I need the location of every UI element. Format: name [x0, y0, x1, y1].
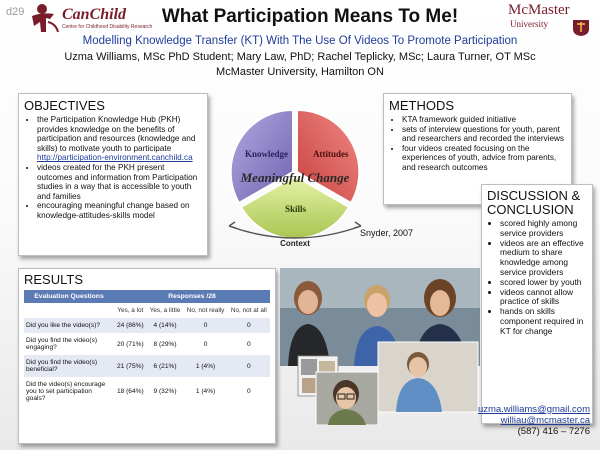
value-cell: 0 — [246, 388, 251, 395]
mcmaster-crest-icon — [572, 19, 590, 37]
table-row — [24, 333, 270, 355]
col-responses-header: Responses /28 — [114, 290, 270, 303]
discussion-item: • hands on skills component required in KT for change — [500, 307, 587, 336]
value-cell: 1 (4%) — [195, 388, 216, 395]
sub-header: No, not at all — [230, 307, 267, 314]
objectives-item — [37, 115, 202, 163]
skills-label: Skills — [285, 204, 307, 214]
sub-header: No, not really — [186, 307, 225, 314]
discussion-heading: DISCUSSION & CONCLUSION — [487, 188, 581, 217]
authors: Uzma Williams, MSc PhD Student; Mary Law, PhD; Rachel Teplicky, MSc; Laura Turner, OT MSc — [64, 51, 536, 63]
table-row — [24, 355, 270, 377]
objectives-item-1-text: the Participation Knowledge Hub (PKH) provides knowledge on the benefits of participation and resources (knowledge and skills) to motivate youth to participate — [37, 115, 196, 153]
objectives-heading: OBJECTIVES — [24, 98, 105, 113]
sub-header: Yes, a lot — [117, 307, 144, 314]
discussion-item: • videos are an effective medium to share knowledge among service providers — [500, 239, 587, 278]
canchild-logo — [28, 2, 156, 36]
value-cell: 21 (75%) — [114, 355, 147, 377]
value-cell: 8 (29%) — [153, 340, 177, 348]
phone-number: (587) 416 – 7276 — [517, 426, 590, 437]
value-cell: 0 — [246, 340, 251, 348]
video-stills-collage — [280, 268, 480, 425]
results-heading: RESULTS — [24, 272, 83, 287]
knowledge-label: Knowledge — [245, 149, 289, 159]
question-cell: Did you find the video(s) beneficial? — [24, 355, 114, 377]
canchild-brand: CanChild — [62, 6, 127, 23]
objectives-item: • encouraging meaningful change based on knowledge-attitudes-skills model — [37, 201, 202, 220]
sub-header: Yes, a little — [149, 307, 181, 314]
mcmaster-university: University — [510, 19, 548, 29]
kas-diagram — [215, 100, 375, 250]
results-table — [24, 290, 270, 406]
table-row — [24, 377, 270, 406]
question-cell: Did the video(s) encourage you to set participation goals? — [26, 381, 106, 402]
value-cell: 18 (64%) — [116, 388, 144, 395]
methods-item: • sets of interview questions for youth, parent and researchers and recorded the interviews — [402, 125, 566, 144]
attitudes-label: Attitudes — [313, 149, 349, 159]
contact-block — [420, 404, 590, 437]
col-question-header: Evaluation Questions — [24, 290, 114, 303]
value-cell: 9 (32%) — [153, 388, 177, 395]
objectives-item: • videos created for the PKH present outcomes and information from Participation studies in a way that is accessible to youth and families — [37, 163, 202, 201]
value-cell: 1 (4%) — [183, 355, 227, 377]
value-cell: 0 — [203, 340, 208, 348]
methods-item: • four videos created focusing on the experiences of youth, advice from parents, and research outcomes — [402, 144, 566, 173]
email-link-2[interactable]: williau@mcmaster.ca — [500, 415, 590, 426]
objectives-box — [18, 93, 208, 256]
value-cell: 0 — [228, 318, 270, 333]
results-box — [18, 268, 276, 444]
value-cell: 24 (86%) — [114, 318, 147, 333]
value-cell: 4 (14%) — [147, 318, 184, 333]
subtitle: Modelling Knowledge Transfer (KT) With The Use Of Videos To Promote Participation — [82, 35, 518, 47]
mcmaster-logo — [508, 2, 596, 36]
pkh-link[interactable]: http://participation-environment.canchild.ca — [37, 153, 193, 163]
page-title: What Participation Means To Me! — [161, 6, 459, 27]
question-cell: Did you find the video(s) engaging? — [26, 337, 98, 351]
canchild-tagline: Centre for Childhood Disability Research — [62, 24, 153, 30]
discussion-item: • scored highly among service providers — [500, 219, 587, 239]
discussion-item: • videos cannot allow practice of skills — [500, 288, 587, 308]
affiliation: McMaster University, Hamilton ON — [216, 66, 384, 78]
email-link-1[interactable]: uzma.williams@gmail.com — [477, 404, 590, 415]
value-cell: 0 — [228, 355, 270, 377]
meaningful-change-label: Meaningful Change — [240, 170, 350, 185]
poster-code: d29 — [6, 6, 25, 18]
methods-item: • KTA framework guided initiative — [402, 115, 566, 125]
mcmaster-name: McMaster — [508, 2, 570, 18]
table-row — [24, 318, 270, 333]
canchild-figure-icon — [28, 2, 62, 36]
methods-heading: METHODS — [389, 98, 454, 113]
context-label: Context — [280, 239, 310, 248]
value-cell: 20 (71%) — [116, 340, 144, 348]
discussion-box — [481, 184, 593, 424]
diagram-citation: Snyder, 2007 — [360, 228, 414, 238]
question-cell: Did you like the video(s)? — [24, 318, 114, 333]
discussion-item: • scored lower by youth — [500, 278, 587, 288]
value-cell: 6 (21%) — [147, 355, 184, 377]
value-cell: 0 — [183, 318, 227, 333]
